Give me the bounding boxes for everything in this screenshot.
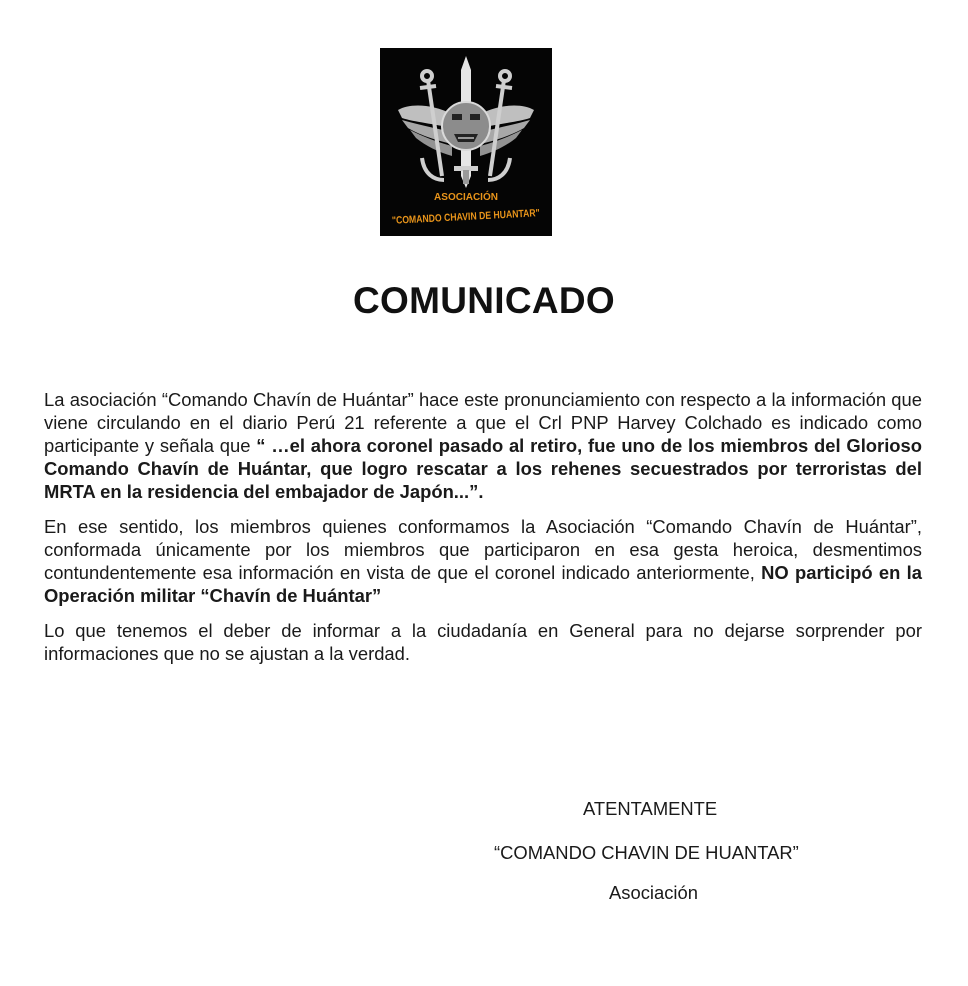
association-logo — [380, 48, 572, 236]
org-name: “COMANDO CHAVIN DE HUANTAR” — [494, 842, 799, 863]
paragraph-3-text: Lo que tenemos el deber de informar a la ciudadanía en General para no dejarse sorprender por informaciones que no se ajustan a la verdad. — [44, 620, 922, 664]
emblem-icon — [380, 48, 572, 236]
paragraph-2 — [44, 515, 922, 607]
paragraph-2-bold: NO participó en la Operación militar “Chavín de Huántar” — [44, 562, 922, 606]
logo-line2: "COMANDO CHAVIN DE HUANTAR" — [391, 205, 572, 227]
statement-body — [44, 388, 922, 677]
page-title: COMUNICADO — [353, 280, 615, 321]
paragraph-1-text: La asociación “Comando Chavín de Huántar” hace este pronunciamiento con respecto a la información que viene circulando en el diario Perú 21 referente a que el Crl PNP Harvey Colchado es indicado como participante y señala que — [44, 389, 922, 456]
org-type: Asociación — [609, 882, 698, 903]
paragraph-3 — [44, 619, 922, 665]
paragraph-1 — [44, 388, 922, 503]
paragraph-2-text: En ese sentido, los miembros quienes conformamos la Asociación “Comando Chavín de Huántar”, conformada únicamente por los miembros que participaron en esa gesta heroica, desmentimos contundentemente esa información en vista de que el coronel indicado anteriormente, — [44, 516, 922, 583]
logo-line1: ASOCIACIÓN — [434, 192, 498, 203]
paragraph-1-quote: “ …el ahora coronel pasado al retiro, fue uno de los miembros del Glorioso Comando Chavín de Huántar, que logro rescatar a los rehenes secuestrados por terroristas del MRTA en la residencia del embajador de Japón...”. — [44, 435, 923, 502]
closing-text: ATENTAMENTE — [583, 798, 718, 819]
